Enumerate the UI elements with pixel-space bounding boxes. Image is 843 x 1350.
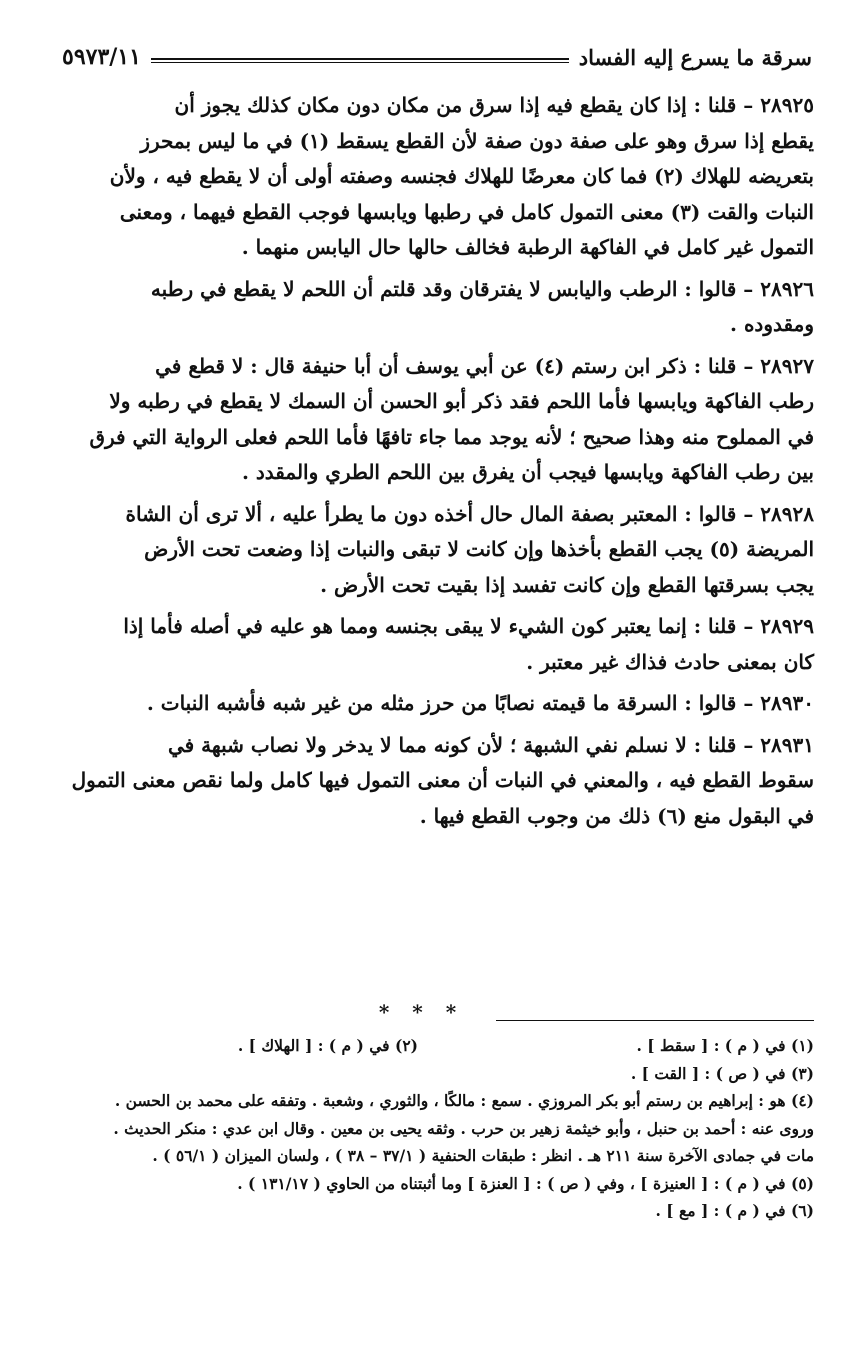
footnote-4-line-3: مات في جمادى الآخرة سنة ٢١١ هـ . انظر : طبقات الحنفية ( ٣٧/١ – ٣٨ ) ، ولسان الميزان ( ٥٦/١ ) . (152, 1146, 814, 1165)
paragraph-28925 (62, 88, 814, 266)
text-line: بين رطب الفاكهة ويابسها فيجب أن يفرق بين اللحم الطري والمقدد . (241, 460, 814, 484)
text-line: في البقول منع (٦) ذلك من وجوب القطع فيها . (419, 803, 814, 828)
text-line: رطب الفاكهة ويابسها فأما اللحم فقد ذكر أبو الحسن أن السمك لا يقطع في رطبه ولا (109, 389, 814, 413)
footnote-2: (٢) في ( م ) : [ الهلاك ] . (237, 1036, 418, 1055)
page-number: ٥٩٧٣/١١ (62, 44, 141, 70)
paragraph-28931 (62, 728, 814, 835)
text-line: التمول غير كامل في الفاكهة الرطبة فخالف حالها حال اليابس منهما . (241, 235, 814, 259)
text-line: في المملوح منه وهذا صحيح ؛ لأنه يوجد مما جاء تافهًا فأما اللحم فعلى الرواية التي فرق (89, 424, 814, 449)
paragraph-28930 (62, 686, 814, 722)
footnote-6: (٦) في ( م ) : [ مع ] . (655, 1201, 814, 1220)
text-line: ومقدوده . (730, 312, 814, 336)
text-line: ٢٨٩٢٩ – قلنا : إنما يعتبر كون الشيء لا يبقى بجنسه ومما هو عليه في أصله فأما إذا (123, 614, 814, 638)
running-header (62, 40, 812, 74)
paragraph-28928 (62, 497, 814, 604)
text-line: ٢٨٩٣١ – قلنا : لا نسلم نفي الشبهة ؛ لأن كونه مما لا يدخر ولا نصاب شبهة في (167, 732, 814, 757)
text-line: بتعريضه للهلاك (٢) فما كان معرضًا للهلاك فجنسه وصفته أولى أن لا يقطع فيه ، ولأن (109, 164, 814, 188)
paragraph-28926 (62, 272, 814, 343)
text-line: ٢٨٩٢٥ – قلنا : إذا كان يقطع فيه إذا سرق من مكان دون مكان كذلك يجوز أن (174, 93, 814, 117)
chapter-title: سرقة ما يسرع إليه الفساد (578, 44, 812, 70)
text-line: المريضة (٥) يجب القطع بأخذها وإن كانت لا تبقى والنبات إذا وضعت تحت الأرض (144, 537, 814, 561)
text-line: ٢٨٩٣٠ – قالوا : السرقة ما قيمته نصابًا من حرز مثله من غير شبه فأشبه النبات . (146, 691, 814, 715)
footnote-3: (٣) في ( ص ) : [ القت ] . (630, 1063, 814, 1083)
main-text (62, 88, 814, 840)
footnote-5: (٥) في ( م ) : [ العنيزة ] ، وفي ( ص ) : [ العنزة ] وما أثبتناه من الحاوي ( ١٣١/١٧ ) . (237, 1173, 814, 1193)
text-line: ٢٨٩٢٦ – قالوا : الرطب واليابس لا يفترقان وقد قلتم أن اللحم لا يقطع في رطبه (150, 276, 814, 301)
footnote-rule (496, 1020, 814, 1021)
footnote-4-line-2: وروى عنه : أحمد بن حنبل ، وأبو خيثمة زهير بن حرب . وثقه يحيى بن معين . وقال ابن عدي : منكر الحديث . (113, 1118, 814, 1138)
text-line: ٢٨٩٢٨ – قالوا : المعتبر بصفة المال حال أخذه دون ما يطرأ عليه ، ألا ترى أن الشاة (125, 501, 814, 526)
text-line: النبات والقت (٣) معنى التمول كامل في رطبها ويابسها فوجب القطع فيهما ، ومعنى (119, 199, 814, 224)
text-line: ٢٨٩٢٧ – قلنا : ذكر ابن رستم (٤) عن أبي يوسف أن أبا حنيفة قال : لا قطع في (155, 353, 814, 378)
paragraph-28929 (62, 609, 814, 680)
footnote-4-line-1: (٤) هو : إبراهيم بن رستم أبو بكر المروزي . سمع : مالكًا ، والثوري ، وشعبة . وتفقه على محمد بن الحسن . (114, 1091, 814, 1110)
footnote-row (62, 1032, 814, 1060)
footnote-1: (١) في ( م ) : [ سقط ] . (636, 1036, 814, 1055)
text-line: سقوط القطع فيه ، والمعني في النبات أن معنى التمول فيها كامل ولما نقص معنى التمول (71, 768, 814, 792)
text-line: يجب بسرقتها القطع وإن كانت تفسد إذا بقيت تحت الأرض . (320, 572, 814, 597)
footnotes (62, 1032, 814, 1225)
paragraph-28927 (62, 349, 814, 491)
text-line: كان بمعنى حادث فذاك غير معتبر . (526, 649, 814, 674)
text-line: يقطع إذا سرق وهو على صفة دون صفة لأن القطع يسقط (١) في ما ليس بمحرز (140, 128, 814, 153)
section-separator: * * * (378, 1000, 465, 1024)
header-rule (151, 58, 569, 63)
